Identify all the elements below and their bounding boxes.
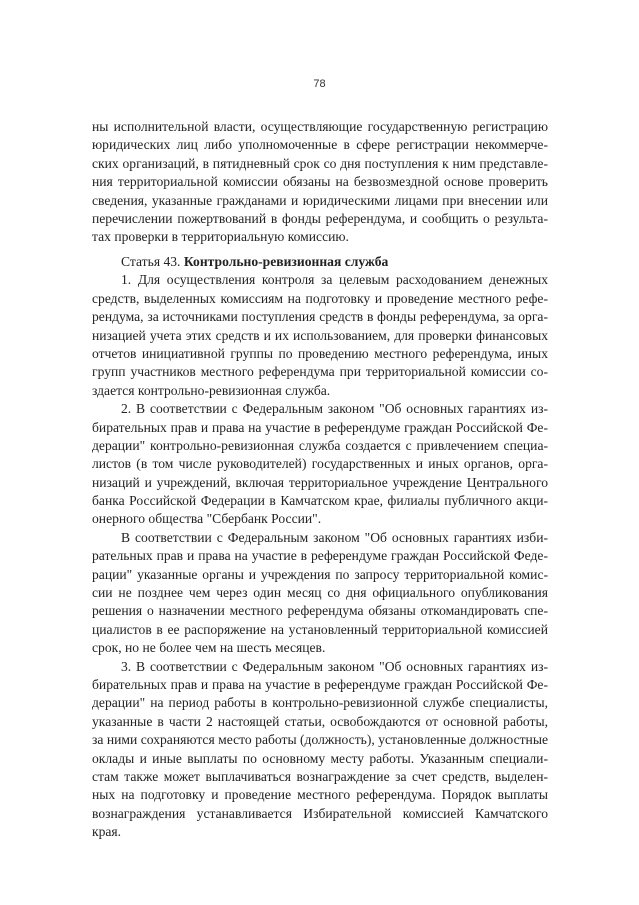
- text-line: указанные в части 2 настоящей статьи, освобождаются от основной работы,: [92, 713, 548, 729]
- text-line: сведения, указанные гражданами и юридическими лицами при внесении или: [92, 192, 548, 208]
- text-line: рации" указанные органы и учреждения по запросу территориальной комис-: [92, 566, 548, 582]
- article-paragraph-3: [92, 658, 548, 842]
- text-line: 3. В соответствии с Федеральным законом "Об основных гарантиях из-: [121, 658, 548, 674]
- text-line: отчетов инициативной группы по проведению местного референдума, иных: [92, 345, 548, 361]
- text-line: дерации" контрольно-ревизионная служба создается с привлечением специа-: [92, 437, 548, 453]
- text-line: сии не позднее чем через один месяц со дня официального опубликования: [92, 585, 548, 601]
- text-line: края.: [92, 824, 122, 840]
- text-line: 2. В соответствии с Федеральным законом "Об основных гарантиях из-: [121, 401, 548, 417]
- article-paragraph-2-continued: [92, 529, 548, 658]
- article-label: Статья 43.: [121, 254, 184, 269]
- intro-paragraph: [92, 118, 548, 247]
- text-line: листов (в том числе руководителей) государственных и иных органов, орга-: [92, 456, 548, 472]
- text-line: ских организаций, в пятидневный срок со дня поступления к ним представле-: [92, 155, 548, 171]
- text-line: решения о назначении местного референдума обязаны откомандировать спе-: [92, 603, 548, 619]
- text-line: рендума, за источниками поступления средств в фонды референдума, за орга-: [92, 309, 548, 325]
- text-line: срок, но не более чем на шесть месяцев.: [92, 640, 326, 656]
- text-line: оклады и иные выплаты по основному месту работы. Указанным специали-: [92, 750, 548, 766]
- article-title: Контрольно-ревизионная служба: [183, 254, 389, 269]
- text-line: юридических лиц либо уполномоченные в сфере регистрации некоммерче-: [92, 137, 548, 153]
- text-line: бирательных прав и права на участие в референдуме граждан Российской Фе-: [92, 419, 548, 435]
- text-line: рательных прав и права на участие в референдуме граждан Российской Феде-: [92, 548, 548, 564]
- text-line: ных на подготовку и проведение местного референдума. Порядок выплаты: [92, 787, 548, 803]
- text-line: перечислении пожертвований в фонды референдума, и сообщить о результа-: [92, 210, 548, 226]
- text-line: низацией учета этих средств и их использованием, для проверки финансовых: [92, 327, 548, 343]
- text-line: циалистов в ее распоряжение на установленный территориальной комиссией: [92, 621, 548, 637]
- text-line: банка Российской Федерации в Камчатском крае, филиалы публичного акци-: [92, 493, 548, 509]
- text-line: низаций и учреждений, включая территориальное учреждение Центрального: [92, 474, 548, 490]
- text-line: за ними сохраняются место работы (должность), установленные должностные: [92, 732, 548, 748]
- text-line: вознаграждения устанавливается Избирательной комиссией Камчатского: [92, 805, 548, 821]
- text-line: В соответствии с Федеральным законом "Об основных гарантиях изби-: [121, 529, 548, 545]
- text-line: тах проверки в территориальную комиссию.: [92, 229, 349, 245]
- text-line: здается контрольно-ревизионная служба.: [92, 382, 331, 398]
- article-paragraph-1: [92, 271, 548, 400]
- article-43: [92, 253, 548, 842]
- text-line: онерного общества "Сбербанк России".: [92, 511, 322, 527]
- text-line: стам также может выплачиваться вознаграждение за счет средств, выделен-: [92, 768, 548, 784]
- text-line: дерации" на период работы в контрольно-ревизионной службе специалисты,: [92, 695, 548, 711]
- text-line: ны исполнительной власти, осуществляющие государственную регистрацию: [92, 119, 548, 134]
- text-line: ния территориальной комиссии обязаны на безвозмездной основе проверить: [92, 174, 548, 190]
- text-line: средств, выделенных комиссиям на подготовку и проведение местного рефе-: [92, 290, 548, 306]
- article-heading: [92, 253, 548, 271]
- article-paragraph-2: [92, 400, 548, 529]
- text-line: 1. Для осуществления контроля за целевым расходованием денежных: [121, 272, 548, 288]
- text-line: бирательных прав и права на участие в референдуме граждан Российской Фе-: [92, 676, 548, 692]
- text-line: групп участников местного референдума при территориальной комиссии со-: [92, 364, 548, 380]
- page-number: 78: [313, 78, 326, 90]
